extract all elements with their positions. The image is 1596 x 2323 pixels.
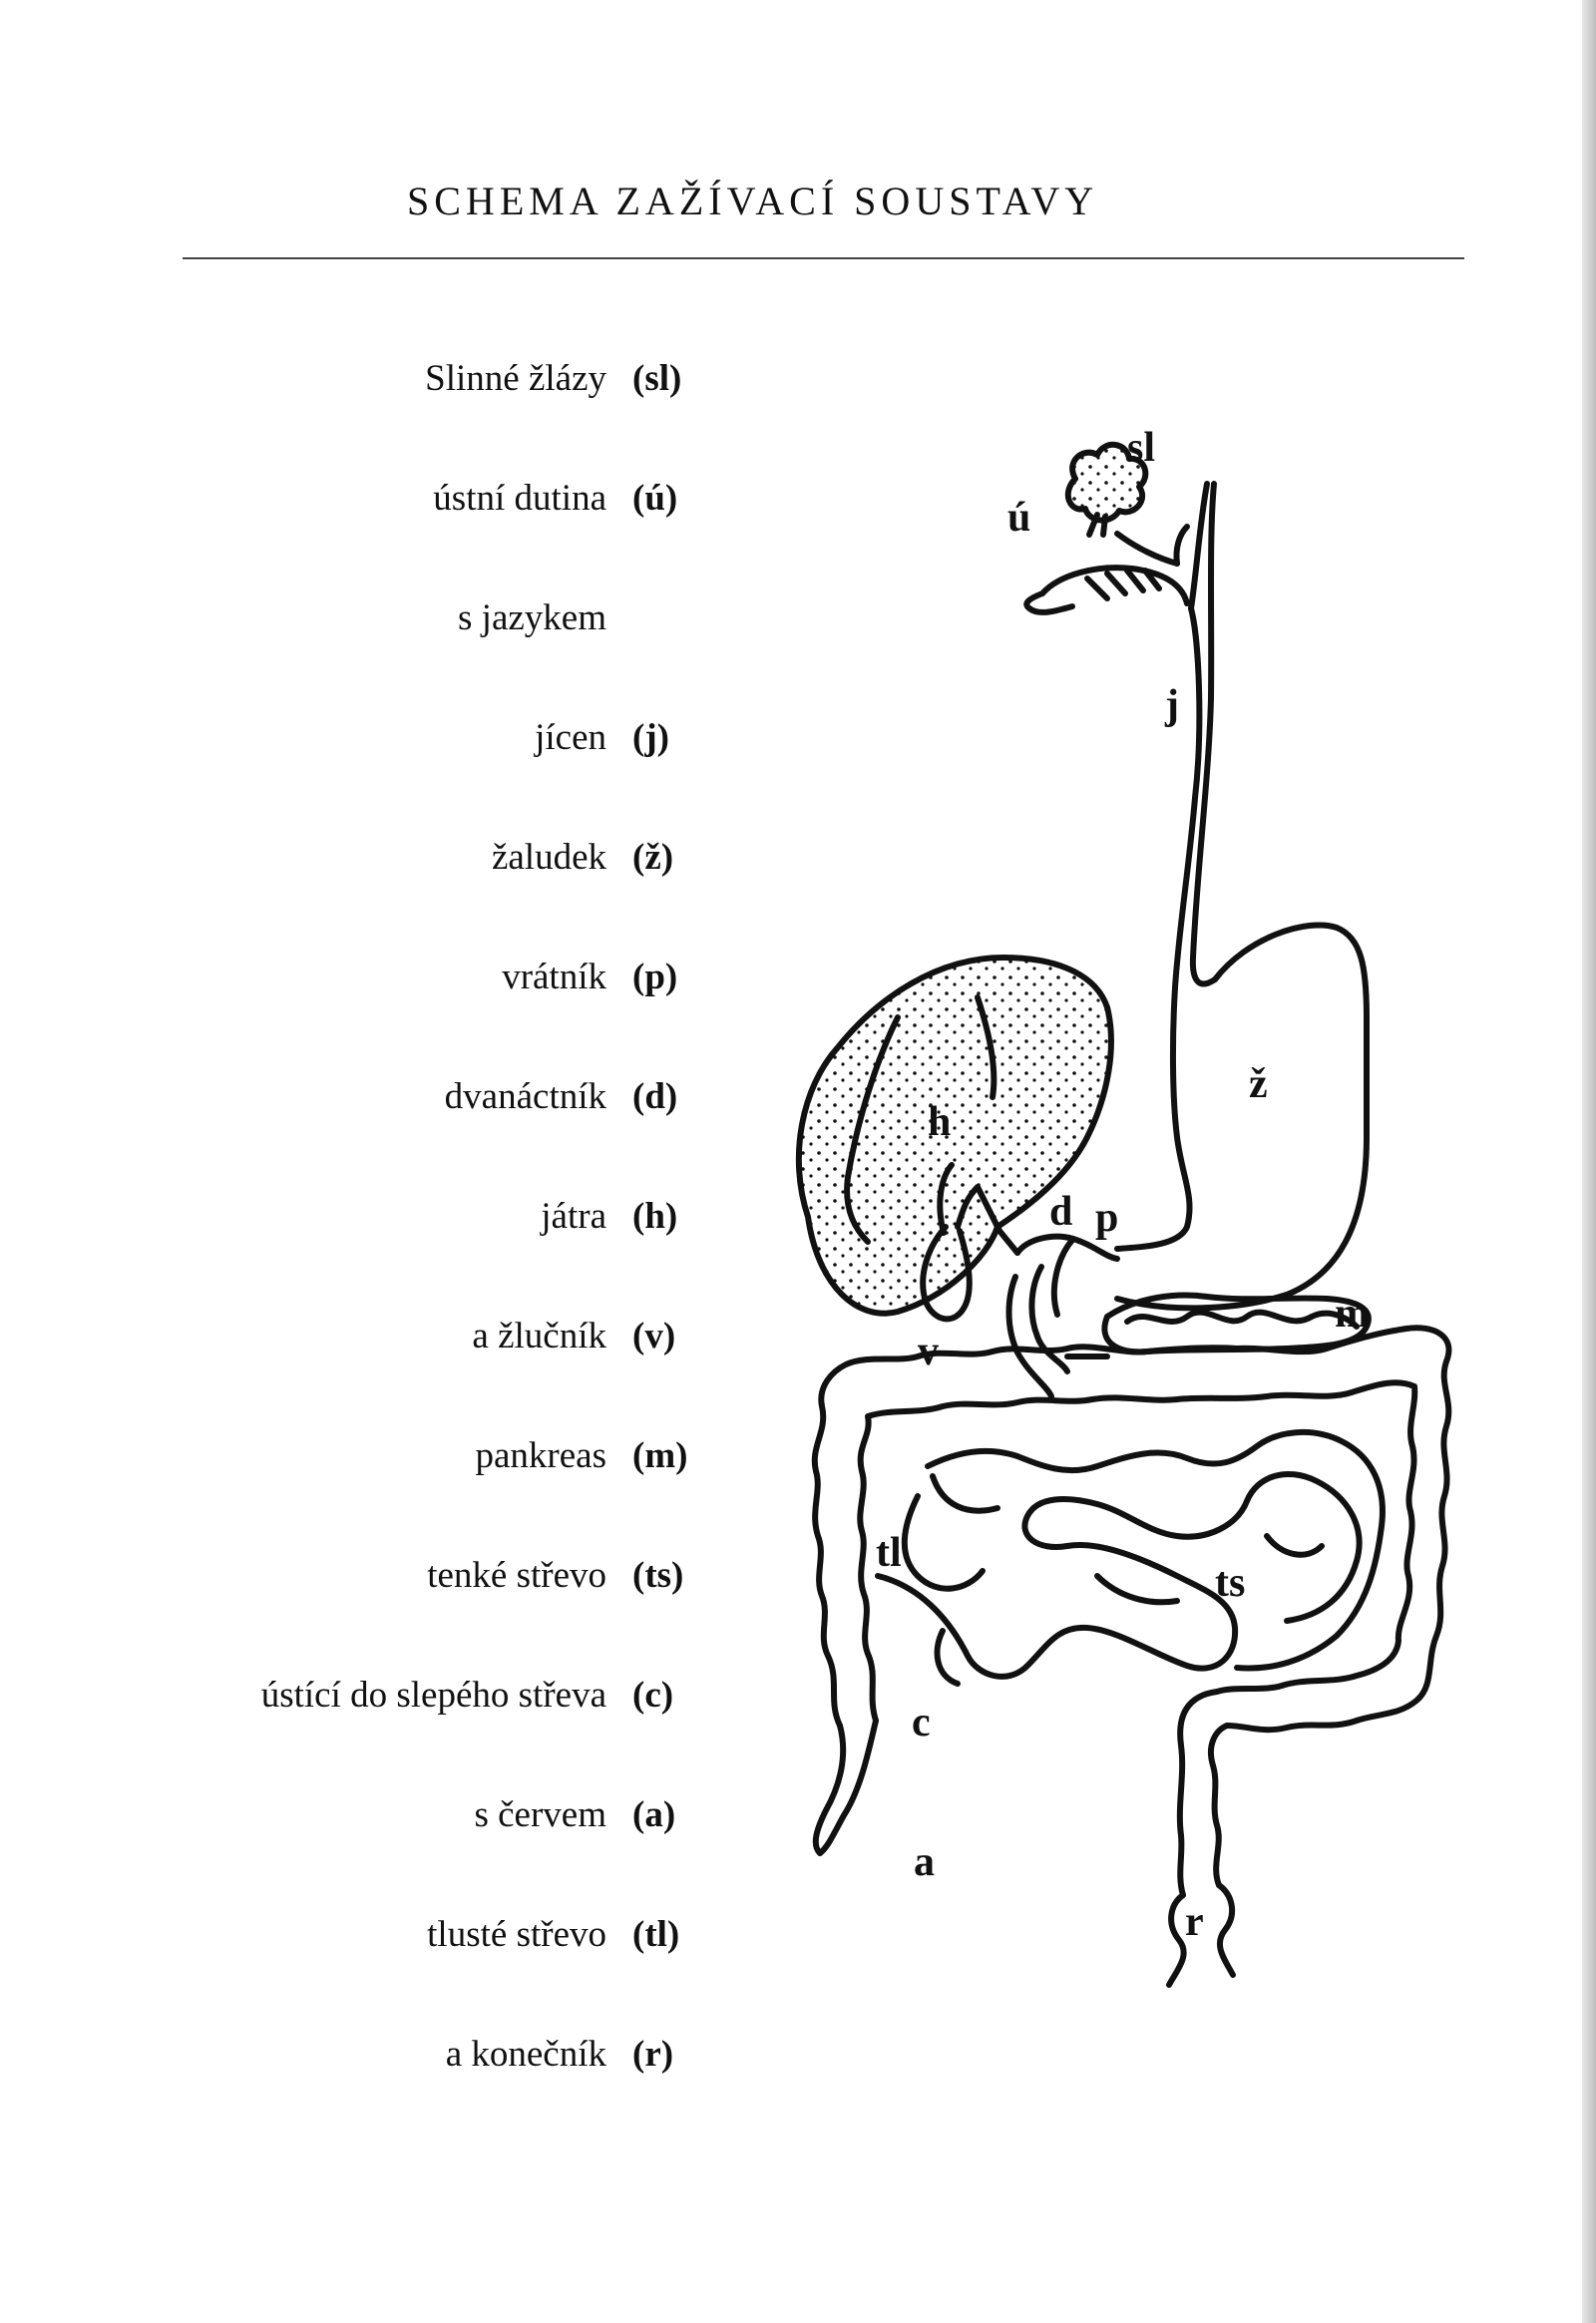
legend-item [0, 836, 758, 896]
page-title: SCHEMA ZAŽÍVACÍ SOUSTAVY [407, 179, 1099, 223]
legend-name: ústní dutina [433, 478, 606, 519]
legend-item [0, 1315, 758, 1374]
legend-code: (v) [632, 1316, 676, 1356]
legend-item [0, 1554, 758, 1614]
legend-name: žaludek [491, 837, 606, 878]
label-p: p [1095, 1195, 1119, 1241]
legend-item [0, 956, 758, 1015]
label-z: ž [1249, 1061, 1268, 1107]
label-r: r [1185, 1899, 1204, 1945]
legend-code: (h) [632, 1196, 678, 1237]
label-j: j [1165, 682, 1179, 728]
mouth-tongue-shape [1026, 527, 1187, 612]
legend-code: (ú) [632, 478, 678, 519]
legend-code: (r) [632, 2034, 674, 2075]
small-intestine-shape [878, 1432, 1383, 1684]
legend-name: a konečník [445, 2034, 606, 2075]
legend-code: (d) [632, 1076, 678, 1117]
legend-code: (p) [632, 957, 678, 997]
esophagus-shape [1175, 484, 1215, 987]
legend-item [0, 2033, 758, 2093]
legend-item [0, 1434, 758, 1494]
legend-name: jícen [535, 717, 606, 758]
page-edge [1582, 0, 1596, 2323]
label-tl: tl [876, 1530, 902, 1576]
legend-code: (m) [632, 1435, 688, 1476]
legend-code: (ž) [632, 837, 674, 878]
legend-code: (c) [632, 1675, 674, 1716]
legend-name: játra [541, 1196, 606, 1237]
label-v: v [918, 1329, 939, 1374]
label-h: h [928, 1099, 952, 1145]
legend-code: (tl) [632, 1914, 680, 1955]
legend-code: (j) [632, 717, 669, 758]
label-sl: sl [1127, 425, 1156, 471]
liver-shape [799, 958, 1111, 1314]
label-ts: ts [1215, 1560, 1246, 1606]
legend-code: (sl) [632, 358, 682, 399]
legend-code: (a) [632, 1794, 676, 1835]
label-d: d [1049, 1189, 1073, 1235]
legend-item [0, 1674, 758, 1734]
label-u: ú [1007, 495, 1031, 541]
legend-name: dvanáctník [444, 1076, 606, 1117]
legend-item [0, 1195, 758, 1255]
legend-name: ústící do slepého střeva [260, 1675, 606, 1716]
legend-item [0, 357, 758, 417]
label-c: c [912, 1700, 931, 1745]
legend-item [0, 1075, 758, 1135]
legend [0, 0, 758, 2323]
large-intestine-shape [815, 1328, 1449, 1985]
legend-name: tenké střevo [427, 1555, 606, 1596]
legend-name: Slinné žlázy [425, 358, 606, 399]
legend-item [0, 477, 758, 537]
legend-code: (ts) [632, 1555, 684, 1596]
label-a: a [914, 1839, 935, 1885]
legend-name: pankreas [475, 1435, 606, 1476]
stomach-shape [1117, 925, 1367, 1308]
legend-name: vrátník [502, 957, 606, 997]
legend-item [0, 596, 758, 656]
legend-item [0, 1793, 758, 1853]
legend-item [0, 716, 758, 776]
label-m: m [1335, 1291, 1370, 1337]
legend-name: s jazykem [458, 597, 606, 638]
digestive-system-diagram [768, 399, 1486, 2015]
legend-name: a žlučník [472, 1316, 606, 1356]
legend-name: s červem [474, 1794, 606, 1835]
legend-item [0, 1913, 758, 1973]
appendix-shape [816, 1721, 876, 1853]
duodenum-shape [1009, 1237, 1118, 1396]
legend-name: tlusté střevo [427, 1914, 606, 1955]
